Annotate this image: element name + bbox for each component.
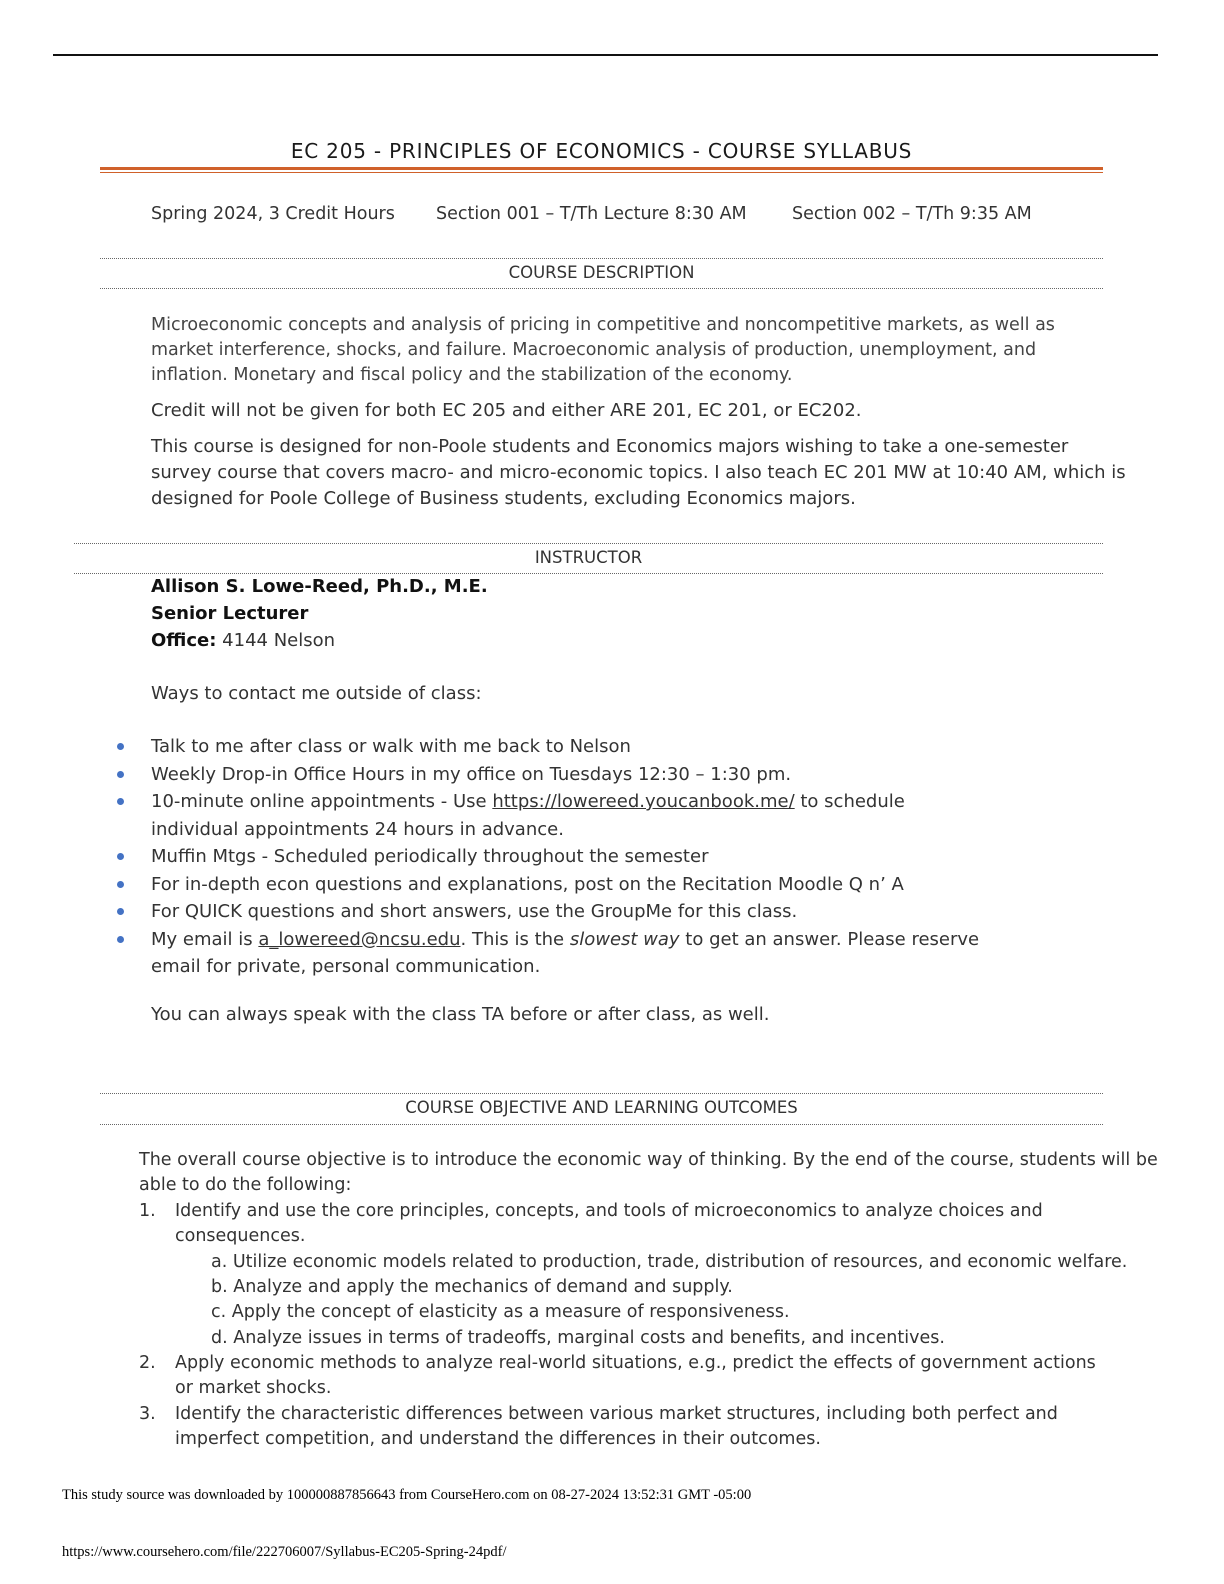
description-paragraph: Microeconomic concepts and analysis of pricing in competitive and noncompetitive markets, as well as market interference, shocks, and failure. Macroeconomic analysis of production, unemployment, and inflation. Monetary and fiscal policy and the stabilization of the economy. bbox=[151, 315, 1055, 385]
section-002: Section 002 – T/Th 9:35 AM bbox=[792, 204, 1032, 224]
section-divider bbox=[74, 543, 1103, 544]
objective-3-line-1: Identify the characteristic differences between various market structures, including both perfect and bbox=[175, 1404, 1058, 1424]
title-rule-thin bbox=[100, 172, 1103, 173]
instructor-heading: INSTRUCTOR bbox=[534, 548, 643, 567]
youcanbook-link[interactable]: https://lowereed.youcanbook.me/ bbox=[492, 791, 795, 812]
objectives-intro-line-1: The overall course objective is to introduce the economic way of thinking. By the end of the course, students will be bbox=[139, 1150, 1158, 1170]
course-audience-paragraph: This course is designed for non-Poole students and Economics majors wishing to take a one-semester survey course that covers macro- and micro-economic topics. I also teach EC 201 MW at 10:40 AM, which is designed for Poole College of Business students, excluding Economics majors. bbox=[151, 436, 1126, 509]
list-item: 10-minute online appointments - Use https://lowereed.youcanbook.me/ to schedule individual appointments 24 hours in advance. bbox=[151, 788, 1051, 843]
bullet-dot bbox=[117, 881, 124, 888]
instructor-name: Allison S. Lowe-Reed, Ph.D., M.E. bbox=[151, 576, 488, 597]
section-divider bbox=[100, 1124, 1103, 1125]
title-rule-thick bbox=[100, 167, 1103, 170]
download-source-note: This study source was downloaded by 100000887856643 from CourseHero.com on 08-27-2024 13:52:31 GMT -05:00 bbox=[62, 1487, 752, 1503]
bullet-dot bbox=[117, 743, 124, 750]
ta-note: You can always speak with the class TA before or after class, as well. bbox=[151, 1004, 770, 1025]
term-credits: Spring 2024, 3 Credit Hours bbox=[151, 204, 395, 224]
office-value: 4144 Nelson bbox=[216, 630, 336, 651]
list-number: 3. bbox=[139, 1404, 156, 1424]
bullet-dot bbox=[117, 771, 124, 778]
list-item: For QUICK questions and short answers, use the GroupMe for this class. bbox=[151, 898, 1051, 926]
course-description-heading: COURSE DESCRIPTION bbox=[508, 263, 695, 282]
objectives-intro-line-2: able to do the following: bbox=[139, 1175, 352, 1195]
list-item: My email is a_lowereed@ncsu.edu. This is the slowest way to get an answer. Please reserve email for private, personal communication. bbox=[151, 926, 1051, 981]
list-item: Muffin Mtgs - Scheduled periodically throughout the semester bbox=[151, 843, 1051, 871]
objectives-heading: COURSE OBJECTIVE AND LEARNING OUTCOMES bbox=[405, 1098, 798, 1117]
office-label: Office: bbox=[151, 630, 217, 651]
coursehero-url[interactable]: https://www.coursehero.com/file/222706007/Syllabus-EC205-Spring-24pdf/ bbox=[62, 1544, 507, 1560]
section-divider bbox=[100, 288, 1103, 289]
objective-1-line-1: Identify and use the core principles, concepts, and tools of microeconomics to analyze choices and bbox=[175, 1201, 1043, 1221]
section-001: Section 001 – T/Th Lecture 8:30 AM bbox=[436, 204, 747, 224]
objective-3-line-2: imperfect competition, and understand the differences in their outcomes. bbox=[175, 1429, 821, 1449]
objective-2-line-1: Apply economic methods to analyze real-world situations, e.g., predict the effects of government actions bbox=[175, 1353, 1096, 1373]
contact-list bbox=[151, 733, 1051, 981]
credit-note: Credit will not be given for both EC 205 and either ARE 201, EC 201, or EC202. bbox=[151, 400, 862, 421]
objective-2-line-2: or market shocks. bbox=[175, 1378, 332, 1398]
bullet-dot bbox=[117, 936, 124, 943]
objective-1b: b. Analyze and apply the mechanics of demand and supply. bbox=[211, 1277, 733, 1297]
bullet-dot bbox=[117, 853, 124, 860]
bullet-dot bbox=[117, 798, 124, 805]
section-divider bbox=[74, 573, 1103, 574]
list-item: For in-depth econ questions and explanations, post on the Recitation Moodle Q n’ A bbox=[151, 871, 1051, 899]
objective-1d: d. Analyze issues in terms of tradeoffs, marginal costs and benefits, and incentives. bbox=[211, 1328, 945, 1348]
section-divider bbox=[100, 1093, 1103, 1094]
objective-1c: c. Apply the concept of elasticity as a measure of responsiveness. bbox=[211, 1302, 790, 1322]
page-title: EC 205 - PRINCIPLES OF ECONOMICS - COURSE SYLLABUS bbox=[290, 139, 913, 163]
top-rule bbox=[53, 54, 1158, 56]
list-item: Talk to me after class or walk with me back to Nelson bbox=[151, 733, 1051, 761]
objective-1a: a. Utilize economic models related to production, trade, distribution of resources, and economic welfare. bbox=[211, 1252, 1128, 1272]
list-item: Weekly Drop-in Office Hours in my office on Tuesdays 12:30 – 1:30 pm. bbox=[151, 761, 1051, 789]
email-link[interactable]: a_lowereed@ncsu.edu bbox=[258, 928, 461, 950]
section-divider bbox=[100, 258, 1103, 259]
instructor-office bbox=[151, 630, 335, 651]
bullet-dot bbox=[117, 908, 124, 915]
contact-intro: Ways to contact me outside of class: bbox=[151, 683, 482, 704]
objective-1-line-2: consequences. bbox=[175, 1226, 306, 1246]
list-number: 1. bbox=[139, 1201, 156, 1221]
list-number: 2. bbox=[139, 1353, 156, 1373]
instructor-title: Senior Lecturer bbox=[151, 603, 309, 624]
